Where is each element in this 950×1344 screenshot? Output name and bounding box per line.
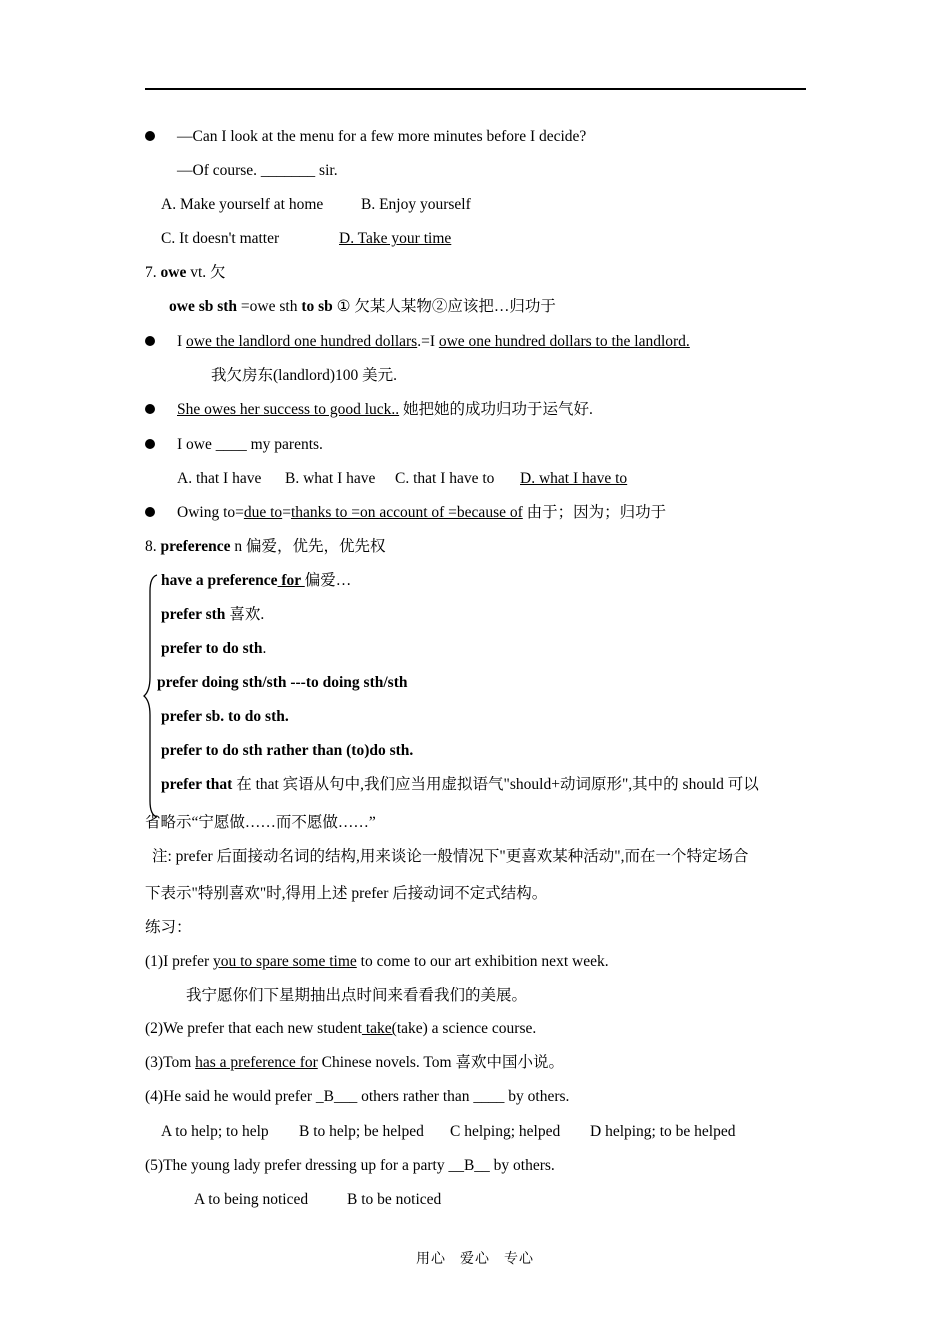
bullet-icon (145, 439, 155, 449)
practice-item (145, 1019, 536, 1039)
option-d-answer: D. what I have to (520, 470, 628, 487)
example-sentence (177, 400, 593, 420)
question-line: I owe ____ my parents. (177, 436, 323, 453)
usage-line (161, 571, 351, 591)
translation: 由于；因为；归功于 (522, 504, 667, 521)
option-c: C. that I have to (395, 470, 495, 487)
pattern-part: to sb (301, 298, 333, 315)
text: take) a science course. (396, 1020, 537, 1037)
answer-line: —Of course. _______ sir. (177, 162, 338, 179)
usage-line: prefer to do sth rather than (to)do sth. (161, 742, 414, 759)
option-b: B to help; be helped (299, 1123, 424, 1140)
note-line: 注: prefer 后面接动名词的结构,用来谈论一般情况下"更喜欢某种活动",而在一个特定场合 (152, 848, 749, 865)
text: Chinese novels. Tom 喜欢中国小说。 (317, 1054, 564, 1071)
pattern-part: =owe sth (240, 298, 298, 315)
text: have a preference (161, 572, 278, 589)
text: prefer that (161, 776, 233, 793)
option-a: A to help; to help (161, 1123, 269, 1140)
definition: vt. 欠 (190, 264, 226, 281)
option-a: A. Make yourself at home (161, 196, 324, 213)
section-owe-heading (145, 263, 226, 283)
text: . (262, 640, 267, 657)
text: prefer sth (161, 606, 226, 623)
text: Owing to= (177, 504, 244, 521)
keyword: owe (160, 264, 187, 281)
translation: 她把她的成功归功于运气好. (399, 401, 593, 418)
underlined-text: has a preference for (195, 1054, 318, 1071)
text: prefer to do sth (161, 640, 263, 657)
practice-item: (4)He said he would prefer _B___ others rather than ____ by others. (145, 1088, 570, 1105)
section-preference-heading (145, 537, 386, 557)
underlined-text: She owes her success to good luck.. (177, 401, 400, 418)
underlined-text: due to (243, 504, 283, 521)
option-b: B. what I have (285, 470, 376, 487)
practice-title: 练习： (145, 919, 192, 936)
usage-line: prefer doing sth/sth ---to doing sth/sth (157, 674, 408, 691)
example-translation: 我欠房东(landlord)100 美元. (211, 367, 397, 384)
option-d-answer: D. Take your time (339, 230, 452, 247)
translation: 偏爱… (304, 572, 352, 589)
option-a: A. that I have (177, 470, 262, 487)
underlined-text: for (277, 572, 305, 589)
synonym-line (177, 503, 666, 523)
usage-line: prefer sb. to do sth. (161, 708, 289, 725)
note-line: 下表示"特别喜欢"时,得用上述 prefer 后接动词不定式结构。 (145, 885, 548, 902)
underlined-text: you to spare some time (212, 953, 357, 970)
text: I (177, 333, 187, 350)
practice-translation: 我宁愿你们下星期抽出点时间来看看我们的美展。 (186, 987, 528, 1004)
usage-line (161, 775, 759, 795)
section-number: 7. (145, 264, 157, 281)
option-b: B to be noticed (347, 1191, 442, 1208)
option-c: C. It doesn't matter (161, 230, 280, 247)
practice-item: (5)The young lady prefer dressing up for a party __B__ by others. (145, 1157, 555, 1174)
left-brace-icon (143, 573, 159, 819)
underlined-text: take( (361, 1020, 397, 1037)
underlined-text: owe one hundred dollars to the landlord. (438, 333, 690, 350)
usage-line (161, 605, 264, 625)
translation: 喜欢. (225, 606, 265, 623)
practice-item (145, 952, 609, 972)
owe-pattern (169, 297, 556, 317)
underlined-text: owe the landlord one hundred dollars (186, 333, 418, 350)
footer-word: 爱心 (460, 1252, 490, 1267)
footer-word: 用心 (416, 1252, 446, 1267)
option-b: B. Enjoy yourself (361, 196, 471, 213)
page-footer (0, 1248, 950, 1268)
section-number: 8. (145, 538, 157, 555)
option-d: D helping; to be helped (590, 1123, 736, 1140)
explanation: 在 that 宾语从句中,我们应当用虚拟语气"should+动词原形",其中的 should 可以 (232, 776, 759, 793)
text: (1)I prefer (145, 953, 213, 970)
underlined-text: thanks to =on account of =because of (290, 504, 523, 521)
pattern-part: owe sb sth (169, 298, 238, 315)
keyword: preference (160, 538, 231, 555)
text: (2)We prefer that each new student (145, 1020, 362, 1037)
usage-line (161, 639, 266, 659)
bullet-icon (145, 507, 155, 517)
example-sentence (177, 332, 690, 352)
usage-line-continued: 省略示“宁愿做……而不愿做……” (145, 814, 376, 831)
header-rule (145, 88, 806, 90)
bullet-icon (145, 336, 155, 346)
text: .=I (417, 333, 439, 350)
text: = (282, 504, 291, 521)
bullet-icon (145, 404, 155, 414)
option-a: A to being noticed (194, 1191, 309, 1208)
bullet-icon (145, 131, 155, 141)
text: to come to our art exhibition next week. (356, 953, 609, 970)
definition: n 偏爱，优先，优先权 (230, 538, 386, 555)
option-c: C helping; helped (450, 1123, 561, 1140)
practice-item (145, 1053, 564, 1073)
text: (3)Tom (145, 1054, 196, 1071)
footer-word: 专心 (504, 1252, 534, 1267)
question-line: —Can I look at the menu for a few more minutes before I decide? (177, 128, 587, 145)
pattern-meaning: ① 欠某人某物②应该把…归功于 (336, 298, 556, 315)
